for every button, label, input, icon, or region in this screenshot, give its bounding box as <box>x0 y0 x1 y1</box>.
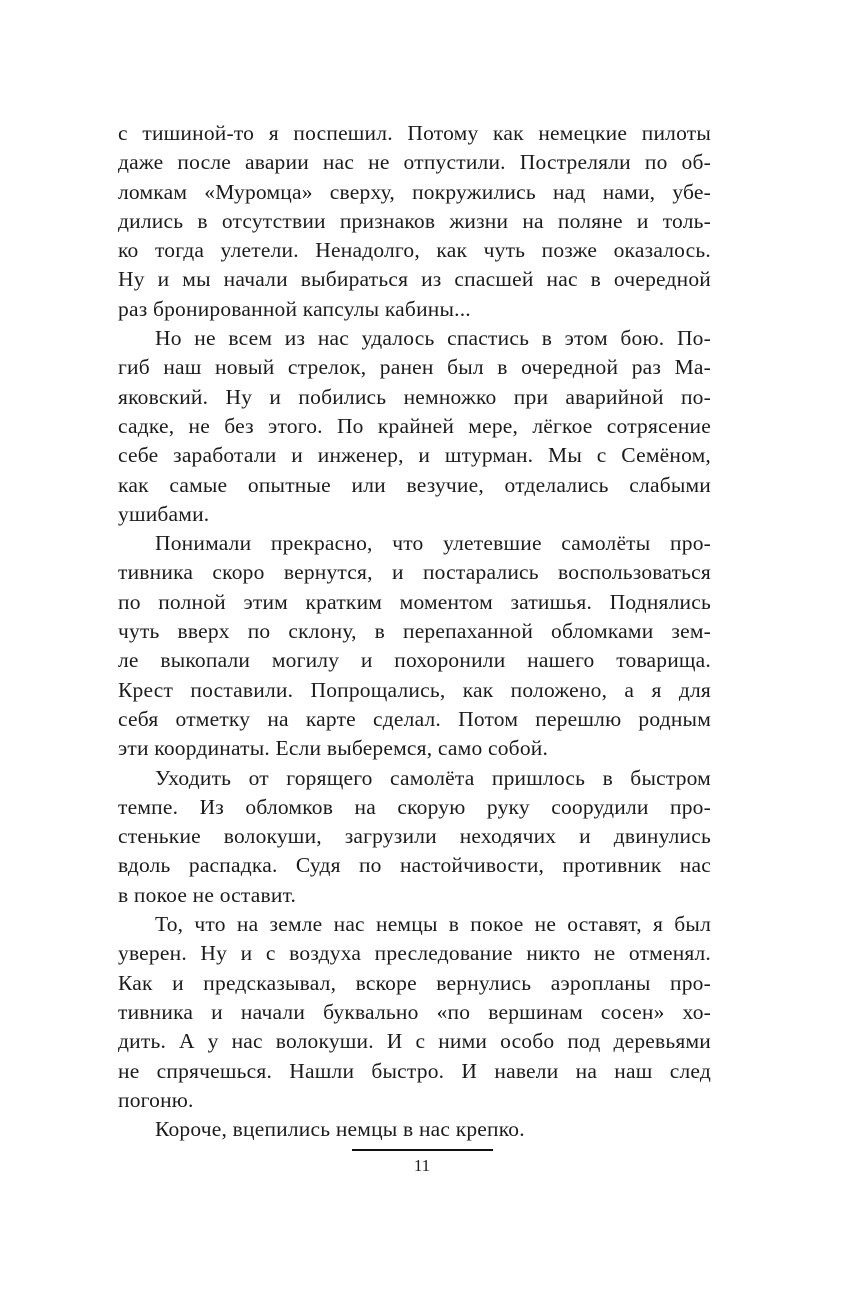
text-line: как самые опытные или везучие, отделались слабыми <box>118 472 711 497</box>
text-line: погоню. <box>118 1087 194 1112</box>
text-line: Уходить от горящего самолёта пришлось в быстром <box>155 765 711 790</box>
page-footer <box>0 1149 844 1176</box>
text-line: по полной этим кратким моментом затишья. Поднялись <box>118 589 711 614</box>
text-line: ушибами. <box>118 501 210 526</box>
text-line: в покое не оставит. <box>118 882 297 907</box>
paragraph <box>118 324 711 529</box>
text-line: темпе. Из обломков на скорую руку соорудили про- <box>118 794 711 819</box>
text-line: с тишиной-то я поспешил. Потому как немецкие пилоты <box>118 121 711 145</box>
text-line: себя отметку на карте сделал. Потом перешлю родным <box>118 706 711 731</box>
text-line: То, что на земле нас немцы в покое не оставят, я был <box>155 912 711 937</box>
text-line: Крест поставили. Попрощались, как положено, а я для <box>118 677 711 702</box>
paragraph <box>118 1115 711 1144</box>
paragraph <box>118 119 711 324</box>
text-line: Ну и мы начали выбираться из спасшей нас в очередной <box>118 267 711 292</box>
text-line: гиб наш новый стрелок, ранен был в очередной раз Ма- <box>118 355 711 380</box>
text-line: ле выкопали могилу и похоронили нашего товарища. <box>118 648 711 673</box>
text-line: стенькие волокуши, загрузили неходячих и двинулись <box>118 824 711 849</box>
text-line: Понимали прекрасно, что улетевшие самолёты про- <box>155 531 711 556</box>
page-number: 11 <box>413 1156 431 1175</box>
text-line: ко тогда улетели. Ненадолго, как чуть позже оказалось. <box>118 238 711 263</box>
text-line: эти координаты. Если выберемся, само собой. <box>118 736 549 761</box>
text-block <box>118 119 711 1144</box>
paragraph <box>118 910 711 1115</box>
text-line: ломкам «Муромца» сверху, покружились над нами, убе- <box>118 179 711 204</box>
text-line: тивника и начали буквально «по вершинам сосен» хо- <box>118 999 711 1024</box>
text-line: даже после аварии нас не отпустили. Постреляли по об- <box>118 150 711 175</box>
text-line: раз бронированной капсулы кабины... <box>118 296 471 321</box>
paragraph <box>118 529 711 763</box>
text-line: вдоль распадка. Судя по настойчивости, противник нас <box>118 853 711 878</box>
paragraph <box>118 764 711 910</box>
text-line: яковский. Ну и побились немножко при аварийной по- <box>118 384 711 409</box>
text-line: дить. А у нас волокуши. И с ними особо под деревьями <box>118 1029 711 1054</box>
text-line: не спрячешься. Нашли быстро. И навели на наш след <box>118 1058 711 1083</box>
text-line: Как и предсказывал, вскоре вернулись аэропланы про- <box>118 970 711 995</box>
text-line: Но не всем из нас удалось спастись в этом бою. По- <box>155 326 711 351</box>
text-line: Короче, вцепились немцы в нас крепко. <box>155 1117 525 1142</box>
text-line: садке, не без этого. По крайней мере, лёгкое сотрясение <box>118 413 711 438</box>
text-line: дились в отсутствии признаков жизни на поляне и толь- <box>118 208 711 233</box>
text-line: чуть вверх по склону, в перепаханной обломками зем- <box>118 619 711 644</box>
text-line: уверен. Ну и с воздуха преследование никто не отменял. <box>118 941 711 966</box>
text-line: себе заработали и инженер, и штурман. Мы с Семёном, <box>118 443 711 468</box>
footer-rule <box>352 1149 493 1151</box>
text-line: тивника скоро вернутся, и постарались воспользоваться <box>118 560 711 585</box>
